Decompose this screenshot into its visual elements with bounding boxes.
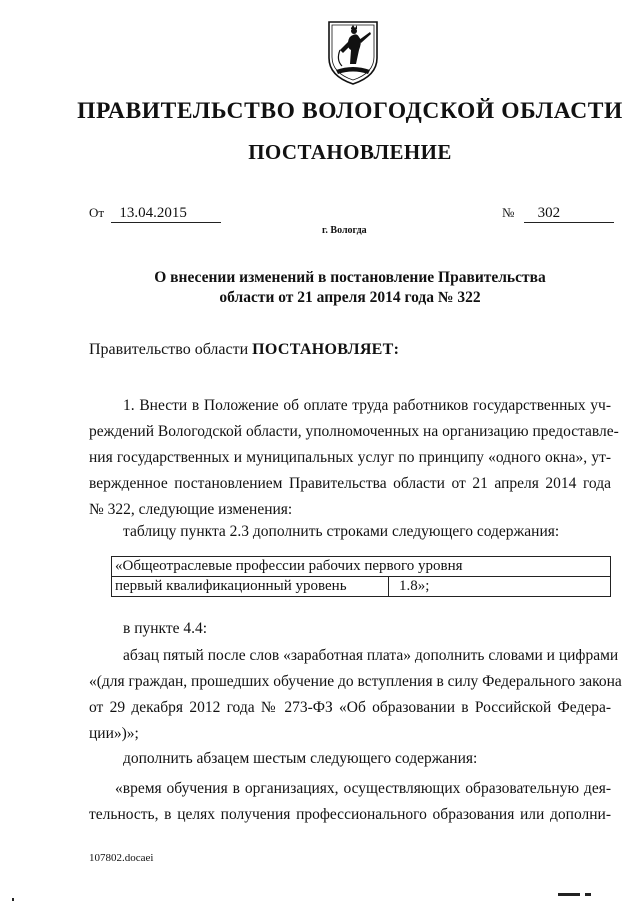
paragraph-item-4-4-a <box>89 643 622 747</box>
table-row <box>112 577 611 597</box>
table-row <box>112 557 611 577</box>
text-line: реждений Вологодской области, уполномоченных на организацию предоставле- <box>89 423 619 440</box>
paragraph-item-1 <box>89 393 619 523</box>
scan-artifact <box>12 898 14 901</box>
organization-title: ПРАВИТЕЛЬСТВО ВОЛОГОДСКОЙ ОБЛАСТИ <box>77 98 623 124</box>
text-line: тельность, в целях получения профессионального образования или дополни- <box>89 806 611 823</box>
subject-line: области от 21 апреля 2014 года № 322 <box>219 289 481 306</box>
preamble <box>89 341 399 359</box>
text-line: вержденное постановлением Правительства области от 21 апреля 2014 года <box>89 475 611 492</box>
text-line: ции»)»; <box>89 725 139 742</box>
text-line: абзац пятый после слов «заработная плата» дополнить словами и цифрами <box>123 647 619 664</box>
document-number-field <box>502 204 614 223</box>
text-line: от 29 декабря 2012 года № 273-ФЗ «Об образовании в Российской Федера- <box>89 699 611 716</box>
preamble-resolves: ПОСТАНОВЛЯЕТ: <box>252 341 400 358</box>
paragraph-quoted-text <box>89 776 611 828</box>
subject-line: О внесении изменений в постановление Правительства <box>154 269 546 286</box>
table-cell: «Общеотраслевые профессии рабочих первого уровня <box>112 557 611 577</box>
scan-artifact <box>585 893 591 896</box>
text-line: 1. Внести в Положение об оплате труда работников государственных уч- <box>123 397 611 414</box>
document-subject <box>120 268 580 308</box>
table-cell: 1.8»; <box>389 577 611 597</box>
coat-of-arms-icon <box>326 20 380 86</box>
document-number: 302 <box>524 204 614 223</box>
scan-artifact <box>558 893 580 896</box>
item-4-4-heading: в пункте 4.4: <box>123 620 208 637</box>
table-intro: таблицу пункта 2.3 дополнить строками следующего содержания: <box>123 523 560 540</box>
paragraph-item-4-4-b: дополнить абзацем шестым следующего содержания: <box>123 750 478 767</box>
qualification-table <box>111 556 611 597</box>
document-city: г. Вологда <box>322 225 367 236</box>
text-line: «(для граждан, прошедших обучение до вступления в силу Федерального закона <box>89 673 622 690</box>
number-prefix: № <box>502 205 515 220</box>
preamble-text: Правительство области <box>89 341 253 358</box>
document-date-field <box>89 204 221 223</box>
document-code: 107802.docaei <box>89 852 154 864</box>
document-type-title: ПОСТАНОВЛЕНИЕ <box>248 140 452 164</box>
text-line: «время обучения в организациях, осуществляющих образовательную дея- <box>115 780 611 797</box>
date-prefix: От <box>89 205 105 220</box>
text-line: ния государственных и муниципальных услуг по принципу «одного окна», ут- <box>89 449 611 466</box>
table-cell: первый квалификационный уровень <box>112 577 389 597</box>
text-line: № 322, следующие изменения: <box>89 501 293 518</box>
document-date: 13.04.2015 <box>111 204 221 223</box>
